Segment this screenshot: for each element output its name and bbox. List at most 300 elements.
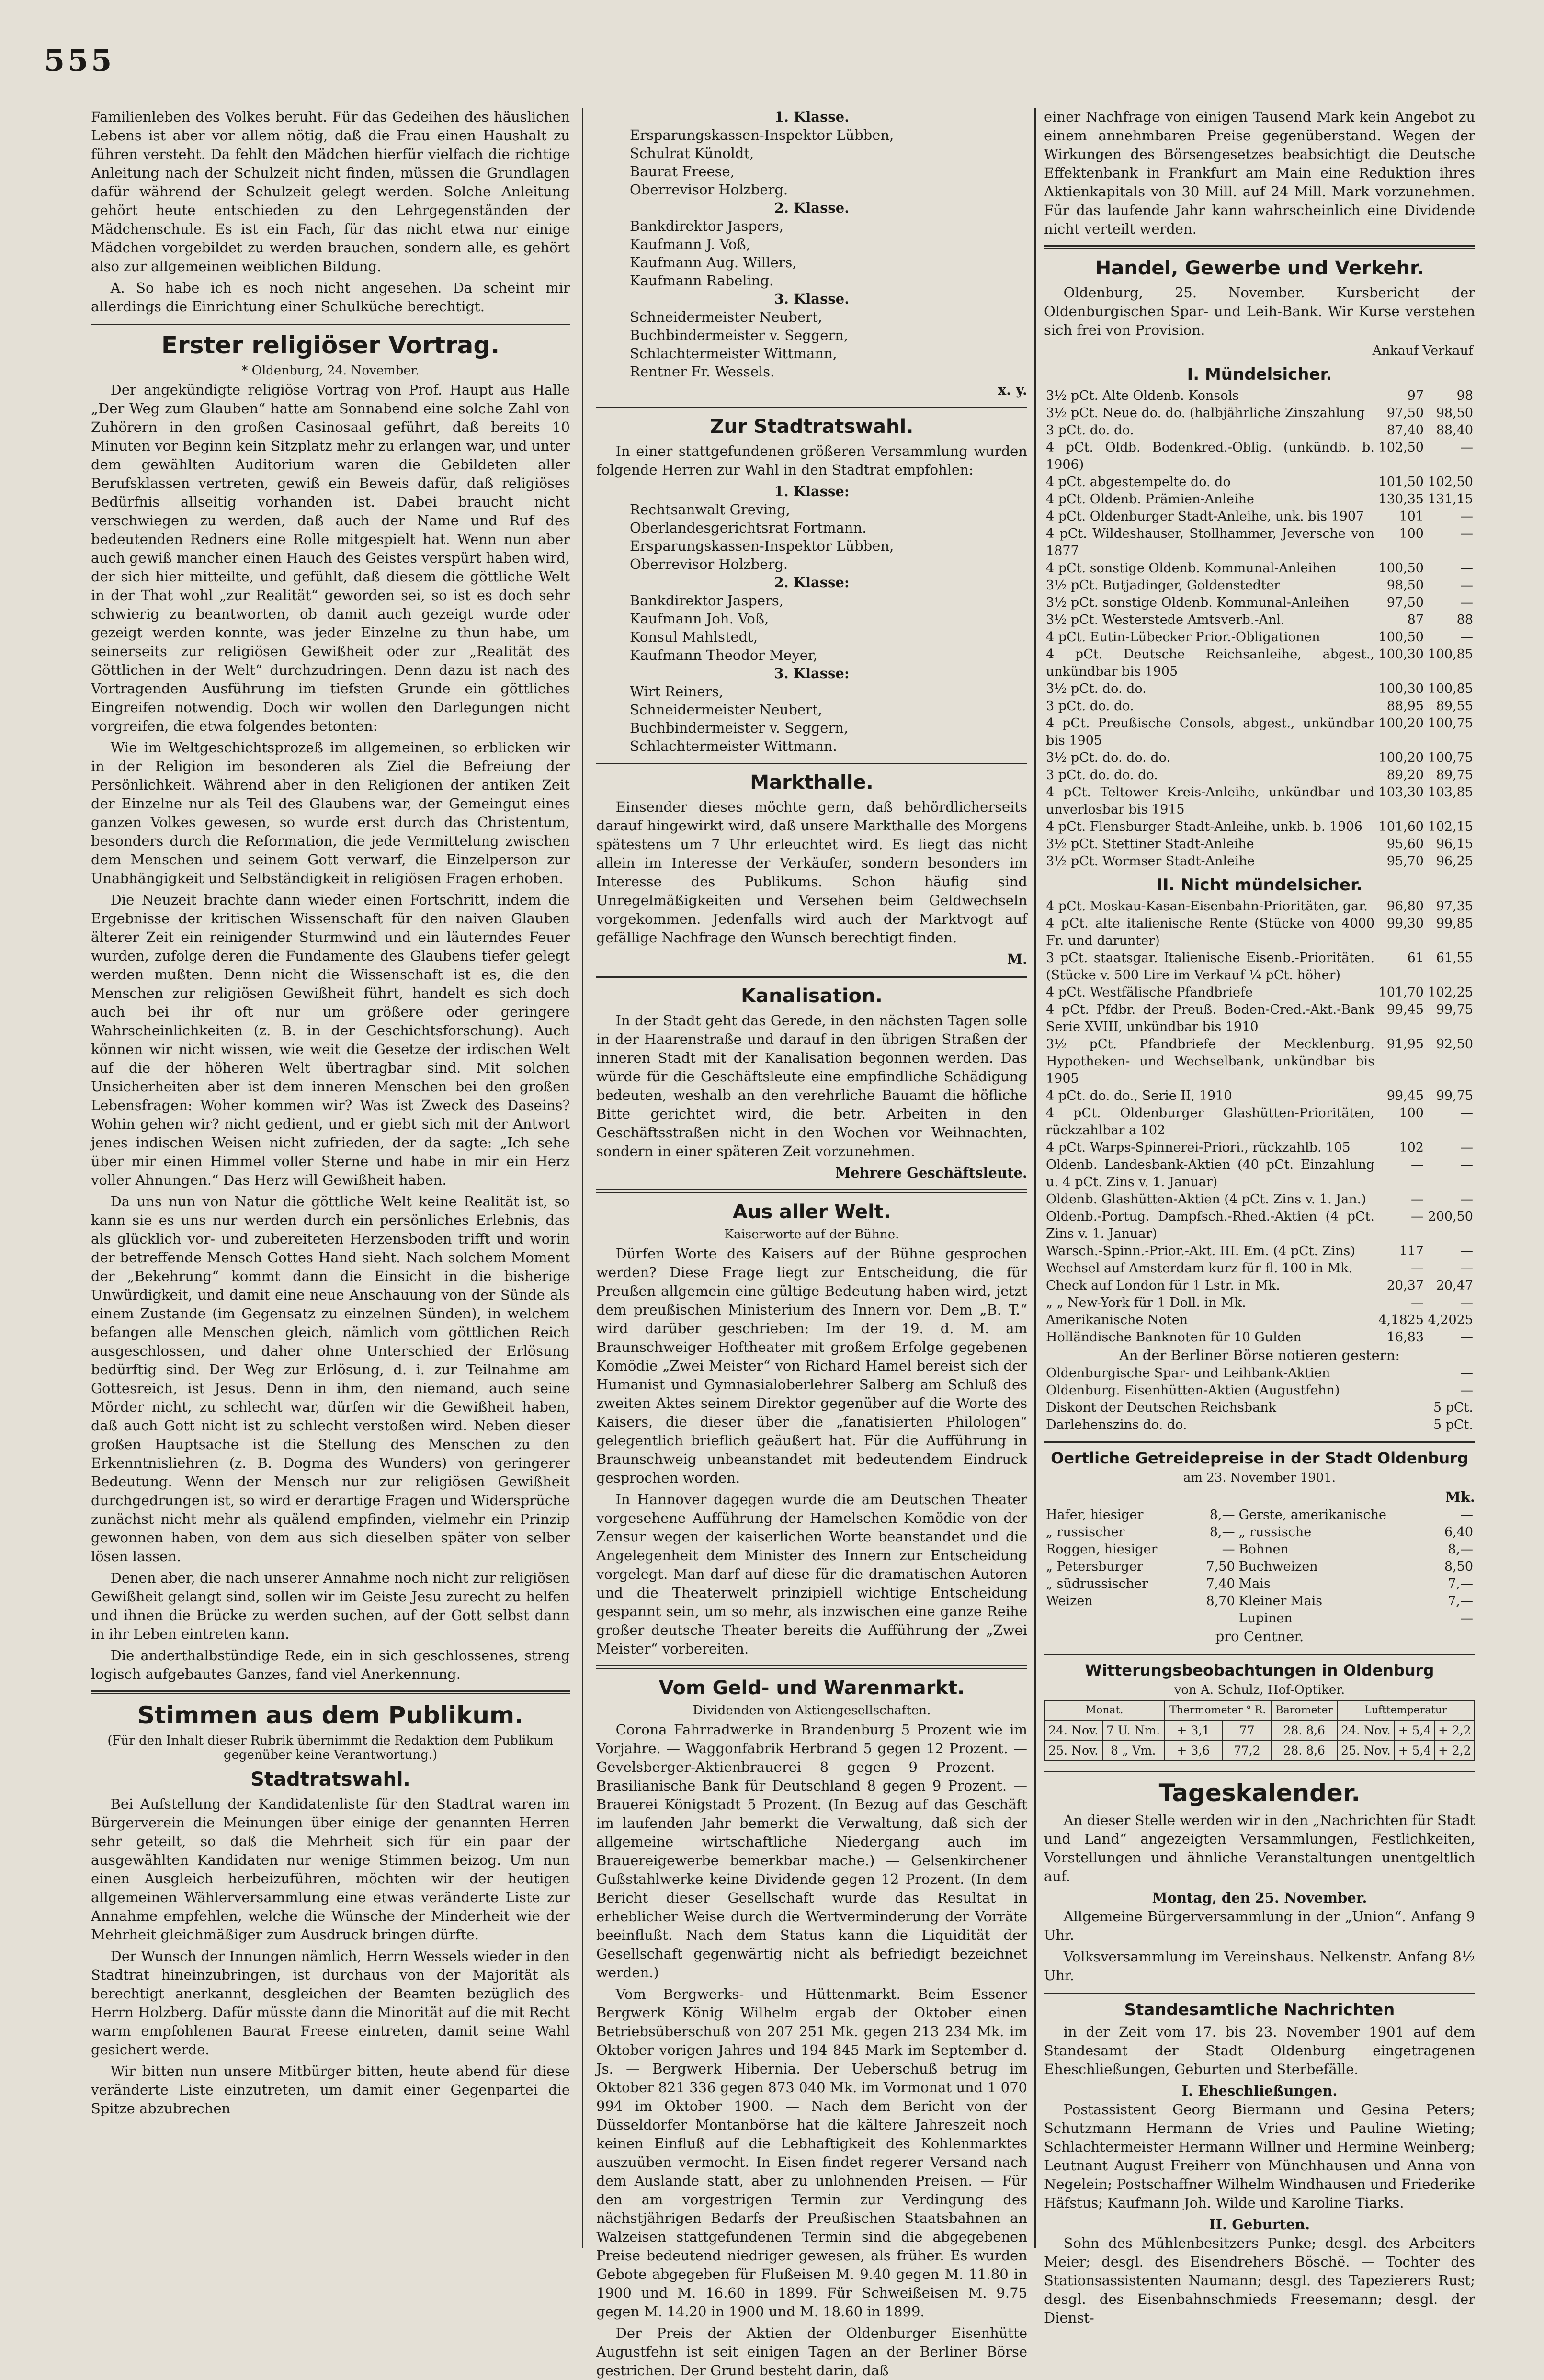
table-row — [1044, 1721, 1475, 1741]
table-row — [1044, 767, 1475, 784]
candidate-name: Oberrevisor Holzberg. — [630, 181, 788, 198]
price-cell: — — [1460, 1330, 1473, 1345]
grain-price — [1188, 1610, 1237, 1627]
candidate-name: Kaufmann J. Voß, — [630, 236, 750, 252]
table-row — [1044, 474, 1475, 491]
section-title: Aus aller Welt. — [732, 1201, 891, 1223]
price-cell: 4,2025 — [1428, 1313, 1473, 1327]
candidate-name: Rentner Fr. Wessels. — [630, 363, 775, 380]
paragraph: Dürfen Worte des Kaisers auf der Bühne gesprochen werden? Diese Frage liegt zur Entscheidung, die für Preußen allgemein eine gültige Bedeutung haben wird, jetzt dem preußischen Ministerium des Innern vor. Dem „B. T.“ wird darüber geschrieben: Im der 19. d. M. am Braunschweiger Hoftheater mit großem Erfolge gegebenen Komödie „Zwei Meister“ von Richard Hamel bereist sich der Humanist und Gymnasialoberlehrer Salberg am Schluß des zweiten Aktes seinem Direktor gegenüber auf die Worte des Kaisers, die dieser über die „fanatisierten Philologen“ gelegentlich brieflich geäußert hat. Für die Aufführung in Braunschweig unbeanstandet mit bedeutendem Eindruck gesprochen worden. — [596, 1246, 1027, 1486]
table-row — [1044, 1382, 1475, 1399]
security-name: 4 pCt. alte italienische Rente (Stücke von 4000 Fr. und darunter) — [1046, 916, 1374, 948]
paragraph: Da uns nun von Natur die göttliche Welt keine Realität ist, so kann sie es uns nur werden durch ein persönliches Erlebnis, das als glücklich vor- und zubereiteten Herzensboden trifft und worin der betreffende Mensch Gottes Hand sieht. Nach solchem Moment der „Bekehrung“ kommt dann die Einsicht in die bisherige Unwürdigkeit, und damit eine neue Anschauung von der Sünde als einem Zustande (im Gegensatz zu einzelnen Sünden), in welchem befangen alle Menschen gleich, nämlich vom göttlichen Reich ausgeschlossen, und daher ohne Unterschied der Erlösung bedürftig sind. Der Weg zur Erlösung, d. i. zur Teilnahme am Gottesreich, ist Jesus. Denn in ihm, den niemand, auch seine Mörder nicht, zu schlecht war, dürfen wir die Gewißheit haben, daß auch Gott nicht ist zu schlecht verstoßen wird. Neben dieser großen Hauptsache ist die Stellung des Menschen zu den Erkenntnisliehren (z. B. Dogma des Wunders) von geringerer Bedeutung. Wenn der Mensch nur zur religiösen Gewißheit durchgedrungen ist, so wird er derartige Fragen und Widersprüche zunächst nicht mehr als quälend empfinden, vielmehr ein Prinzip gewonnen haben, von dem aus sich dieselben später von selber lösen lassen. — [91, 1193, 570, 1564]
table-row — [1044, 1139, 1475, 1156]
weather-table — [1044, 1700, 1475, 1761]
paragraph: Der Preis der Aktien der Oldenburger Eisenhütte Augustfehn ist seit einigen Tagen an der Berliner Börse gestrichen. Der Grund besteht darin, daß — [596, 2325, 1027, 2379]
table-row — [1044, 577, 1475, 594]
weather-cell: 8 „ Vm. — [1102, 1741, 1164, 1761]
security-name: Oldenb.-Portug. Dampfsch.-Rhed.-Aktien (4 pCt. Zins v. 1. Januar) — [1046, 1209, 1374, 1241]
divider — [91, 1690, 570, 1694]
security-name: 4 pCt. Oldenburger Stadt-Anleihe, unk. bis 1907 — [1046, 509, 1364, 524]
price-cell: 102,15 — [1428, 819, 1473, 834]
grain-name: Kleiner Mais — [1238, 1594, 1323, 1609]
security-name: 4 pCt. Oldenb. Prämien-Anleihe — [1046, 492, 1254, 507]
subheading: I. Eheschließungen. — [1181, 2083, 1338, 2099]
grain-price: 8,70 — [1206, 1594, 1235, 1609]
grain-price: 8,— — [1448, 1542, 1473, 1557]
signature: x. y. — [998, 382, 1027, 398]
price-cell: 16,83 — [1386, 1330, 1424, 1345]
price-cell: 100,85 — [1428, 647, 1473, 662]
table-row — [1044, 853, 1475, 870]
table-row — [1044, 387, 1475, 405]
table-section-title: II. Nicht mündelsicher. — [1157, 875, 1362, 895]
security-name: 4 pCt. Flensburger Stadt-Anleihe, unkb. b. 1906 — [1046, 819, 1362, 834]
weather-cell: + 2,2 — [1435, 1741, 1475, 1761]
divider — [1044, 1654, 1475, 1655]
table-row — [1044, 1036, 1475, 1088]
price-cell: 97,50 — [1386, 406, 1424, 420]
security-name: Wechsel auf Amsterdam kurz für fl. 100 in Mk. — [1046, 1261, 1353, 1276]
price-table — [1044, 387, 1475, 870]
table-row — [1044, 1243, 1475, 1260]
security-name: 4 pCt. abgestempelte do. do — [1046, 475, 1231, 489]
price-cell: 117 — [1399, 1244, 1424, 1258]
price-cell: 99,45 — [1386, 1002, 1424, 1017]
class-heading: 1. Klasse. — [774, 109, 850, 125]
candidate-list — [596, 482, 1027, 755]
calendar-date: Montag, den 25. November. — [1152, 1890, 1367, 1906]
price-cell: 103,85 — [1428, 785, 1473, 800]
column-header: Thermometer ° R. — [1164, 1700, 1272, 1721]
price-cell: — — [1411, 1261, 1424, 1276]
column-3 — [1044, 108, 1475, 2326]
divider — [596, 407, 1027, 408]
weather-cell: 7 U. Nm. — [1102, 1721, 1164, 1741]
price-cell: 102 — [1399, 1140, 1424, 1155]
price-cell: — — [1460, 578, 1473, 593]
price-cell: — — [1460, 1106, 1473, 1121]
weather-cell: + 5,4 — [1395, 1721, 1434, 1741]
paragraph: In Hannover dagegen wurde die am Deutschen Theater vorgesehene Aufführung der Hamelschen Komödie von der Zensur wegen der kaiserlichen Worte beanstandet und die Angelegenheit dem Minister des Innern zur Entscheidung vorgelegt. Man darf auf diese für die dramatischen Autoren und die Theaterwelt prinzipiell wichtige Entscheidung gespannt sein, um so mehr, als inzwischen eine ganze Reihe großer deutsche Theater bereits die Aufführung der „Zwei Meister“ vorbereiten. — [596, 1491, 1027, 1657]
grain-name: Weizen — [1046, 1594, 1093, 1609]
price-cell: 100,20 — [1378, 716, 1424, 731]
weather-cell: 28. 8,6 — [1272, 1741, 1337, 1761]
table-row — [1044, 1329, 1475, 1346]
paragraph: Bei Aufstellung der Kandidatenliste für den Stadtrat waren im Bürgerverein die Meinungen über einige der genannten Herren sehr geteilt, so daß die Mehrheit sich für ein paar der ausgewählten Kandidaten nur wenige Stimmen beizog. Um nun einen Ausgleich herbeizuführen, möchten wir der heutigen allgemeinen Wählerversammlung eine etwas veränderte Liste zur Annahme empfehlen, welche die Wünsche der Minderheit wie der Mehrheit gleichmäßiger zum Ausdruck bringen dürfte. — [91, 1796, 570, 1943]
candidate-name: Buchbindermeister v. Seggern, — [630, 327, 849, 343]
price-cell: 96,15 — [1436, 837, 1473, 851]
article-continuation: A. So habe ich es noch nicht angesehen. Da scheint mir allerdings die Einrichtung einer Schulküche berechtigt. — [91, 280, 570, 315]
security-name: 3 pCt. do. do. do. — [1046, 768, 1158, 782]
security-name: Diskont der Deutschen Reichsbank — [1046, 1400, 1276, 1415]
security-name: 4 pCt. Warps-Spinnerei-Priori., rückzahlb. 105 — [1046, 1140, 1351, 1155]
weather-cell: + 5,4 — [1395, 1741, 1434, 1761]
candidate-name: Konsul Mahlstedt, — [630, 629, 758, 645]
price-cell: 98,50 — [1386, 578, 1424, 593]
paragraph: Vom Bergwerks- und Hüttenmarkt. Beim Essener Bergwerk König Wilhelm ergab der Oktober einen Betriebsüberschuß von 207 251 Mk. gegen 213 234 Mk. im Oktober vorigen Jahres und 194 845 Mark im September d. Js. — Bergwerk Hibernia. Der Ueberschuß betrug im Oktober 821 336 gegen 873 040 Mk. im Vormonat und 1 070 994 im Oktober 1900. — Nach dem Bericht von der Düsseldorfer Montanbörse hat die kältere Jahreszeit noch keinen Einfluß auf die Lebhaftigkeit des Kohlenmarktes auszuüben vermocht. In Eisen findet regerer Versand nach dem Auslande statt, aber zu unlohnenden Preisen. — Für den am vorgestrigen Termin zur Verdingung des nächstjährigen Bedarfs der Preußischen Staatsbahnen an Walzeisen stattgefundenen Termin sind die abgegebenen Preise bedeutend niedriger gewesen, als früher. Es wurden Gebote abgegeben für Flußeisen M. 9.40 gegen M. 11.80 in 1900 und M. 16.60 in 1899. Für Schweißeisen M. 9.75 gegen M. 14.20 in 1900 und M. 18.60 in 1899. — [596, 1986, 1027, 2320]
price-cell: 4,1825 — [1378, 1313, 1424, 1327]
security-name: 3½ pCt. Neue do. do. (halbjährliche Zinszahlung — [1046, 406, 1365, 420]
price-cell: 130,35 — [1378, 492, 1424, 507]
grain-price: 7,50 — [1206, 1559, 1235, 1574]
subheading: von A. Schulz, Hof-Optiker. — [1174, 1683, 1345, 1697]
paragraph: Denen aber, die nach unserer Annahme noch nicht zur religiösen Gewißheit gelangt sind, sollen wir im Geiste Jesu zurecht zu helfen und ihnen die Brücke zu werden suchen, auf der Gott selbst dann in ihr Leben eintreten kann. — [91, 1570, 570, 1642]
candidate-name: Oberrevisor Holzberg. — [630, 556, 788, 572]
security-name: Check auf London für 1 Lstr. in Mk. — [1046, 1278, 1280, 1293]
signature: Mehrere Geschäftsleute. — [835, 1165, 1027, 1181]
grain-price: — — [1460, 1611, 1473, 1626]
divider — [1044, 1441, 1475, 1443]
table-row — [1044, 1593, 1475, 1610]
table-row — [1044, 612, 1475, 629]
table-row — [1044, 818, 1475, 836]
security-name: 3½ pCt. Stettiner Stadt-Anleihe — [1046, 837, 1254, 851]
weather-cell: 25. Nov. — [1337, 1741, 1395, 1761]
table-row — [1044, 1001, 1475, 1036]
price-cell: 92,50 — [1436, 1037, 1473, 1052]
security-name: 4 pCt. do. do., Serie II, 1910 — [1046, 1088, 1232, 1103]
price-cell: — — [1411, 1157, 1424, 1172]
price-cell: 88,40 — [1436, 423, 1473, 438]
security-name: 4 pCt. Wildeshauser, Stollhammer, Jeversche von 1877 — [1046, 526, 1374, 558]
table-row — [1044, 1507, 1475, 1524]
article-title: Erster religiöser Vortrag. — [161, 331, 500, 359]
security-name: Oldenburg. Eisenhütten-Aktien (Augustfehn) — [1046, 1383, 1340, 1398]
weather-cell: 24. Nov. — [1044, 1721, 1102, 1741]
divider — [596, 1665, 1027, 1669]
table-row — [1044, 1105, 1475, 1139]
calendar-entry: Allgemeine Bürgerversammlung in der „Union“. Anfang 9 Uhr. — [1044, 1908, 1475, 1943]
paragraph: Der Wunsch der Innungen nämlich, Herrn Wessels wieder in den Stadtrat hineinzubringen, ist durchaus von der Majorität als berechtigt anerkannt, desgleichen der Beamten bezüglich des Herrn Holzberg. Dafür müsste dann die Minorität auf die mit Recht warm empfohlenen Baurat Freese eintreten, damit seine Wahl gesichert werde. — [91, 1948, 570, 2058]
price-cell: — — [1460, 1140, 1473, 1155]
page-number: 555 — [44, 43, 115, 78]
divider — [1044, 245, 1475, 249]
article-continuation: Familienleben des Volkes beruht. Für das Gedeihen des häuslichen Lebens ist aber vor allem nötig, daß die Frau einen Haushalt zu führen versteht. Da fehlt den Mädchen hierfür vielfach die richtige Anleitung nach der Schulzeit nicht finden, müssen die Grundlagen dafür während der Schulzeit gelegt werden. Solche Anleitung gehört heute entschieden zu den Lehrgegenständen der Mädchenschule. Es ist ein Fach, für das nicht etwa nur einige Mädchen vorgebildet zu werden brauchen, sondern alle, es gehört also zur allgemeinen weiblichen Bildung. — [91, 109, 570, 274]
section-title: Standesamtliche Nachrichten — [1124, 2000, 1395, 2019]
table-row — [1044, 1277, 1475, 1294]
paragraph: in der Zeit vom 17. bis 23. November 1901 auf dem Standesamt der Stadt Oldenburg eingetragenen Eheschließungen, Geburten und Sterbefälle. — [1044, 2024, 1475, 2077]
candidate-name: Kaufmann Theodor Meyer, — [630, 647, 817, 663]
table-row — [1044, 680, 1475, 698]
price-cell: 87 — [1407, 612, 1424, 627]
price-cell: 96,25 — [1436, 854, 1473, 869]
table-row — [1044, 915, 1475, 950]
table-row — [1044, 1541, 1475, 1558]
price-cell: 101 — [1399, 509, 1424, 524]
table-row — [1044, 491, 1475, 508]
weather-cell: 77 — [1223, 1721, 1272, 1741]
divider — [91, 324, 570, 325]
price-cell: 100 — [1399, 526, 1424, 541]
table-row — [1044, 1558, 1475, 1575]
security-name: Oldenburgische Spar- und Leihbank-Aktien — [1046, 1366, 1330, 1381]
security-name: 4 pCt. Oldb. Bodenkred.-Oblig. (unkündb. b. 1906) — [1046, 440, 1374, 472]
column-header-verkauf: Verkauf — [1422, 343, 1473, 358]
table-row — [1044, 1191, 1475, 1208]
table-row — [1044, 1524, 1475, 1541]
security-name: 3½ pCt. Alte Oldenb. Konsols — [1046, 388, 1239, 403]
table-row — [1044, 898, 1475, 915]
subheading: am 23. November 1901. — [1183, 1471, 1336, 1485]
table-row — [1044, 594, 1475, 612]
price-cell: 91,95 — [1386, 1037, 1424, 1052]
candidate-name: Kaufmann Joh. Voß, — [630, 611, 769, 627]
subheading: Kaiserworte auf der Bühne. — [724, 1227, 899, 1242]
price-cell: 100,30 — [1378, 681, 1424, 696]
grain-name: Lupinen — [1238, 1611, 1293, 1626]
price-cell: 102,50 — [1378, 440, 1424, 455]
candidate-name: Rechtsanwalt Greving, — [630, 501, 790, 518]
grain-name: „ südrussischer — [1046, 1576, 1148, 1591]
table-row — [1044, 1312, 1475, 1329]
price-cell: 99,85 — [1436, 916, 1473, 931]
table-row — [1044, 560, 1475, 577]
table-row — [1044, 1741, 1475, 1761]
price-table-header — [1044, 342, 1475, 360]
paragraph: Die anderthalbstündige Rede, ein in sich geschlossenes, streng logisch aufgebautes Ganzes, fand viel Anerkennung. — [91, 1647, 570, 1682]
grain-price: — — [1222, 1542, 1235, 1557]
table-header-row — [1044, 1700, 1475, 1721]
grain-price: 7,— — [1448, 1594, 1473, 1609]
security-name: 3½ pCt. do. do. do. — [1046, 750, 1170, 765]
price-cell: 200,50 — [1428, 1209, 1473, 1224]
weather-cell: + 3,6 — [1164, 1741, 1223, 1761]
security-name: Oldenb. Landesbank-Aktien (40 pCt. Einzahlung u. 4 pCt. Zins v. 1. Januar) — [1046, 1157, 1374, 1190]
security-name: 4 pCt. Westfälische Pfandbriefe — [1046, 985, 1253, 1000]
price-cell: — — [1460, 561, 1473, 576]
price-cell: 100,20 — [1378, 750, 1424, 765]
security-name: 4 pCt. sonstige Oldenb. Kommunal-Anleihen — [1046, 561, 1337, 576]
grain-name: Hafer, hiesiger — [1046, 1507, 1144, 1522]
article-continuation: einer Nachfrage von einigen Tausend Mark kein Angebot zu einem annehmbaren Preise gegenüberstand. Wegen der Wirkungen des Börsengesetzes beabsichtigt die Deutsche Effektenbank in Frankfurt am Main eine Reduktion ihres Aktienkapitals von 30 Mill. auf 24 Mill. Mark vorzunehmen. Für das laufende Jahr kann wahrscheinlich eine Dividende nicht verteilt werden. — [1044, 109, 1475, 237]
column-header: Monat. — [1044, 1700, 1164, 1721]
price-cell: — — [1460, 509, 1473, 524]
paragraph: Oldenburg, 25. November. Kursbericht der Oldenburgischen Spar- und Leih-Bank. Wir Kurse verstehen sich frei von Provision. — [1044, 284, 1475, 338]
section-title: Tageskalender. — [1158, 1779, 1361, 1807]
table-section-title: I. Mündelsicher. — [1187, 365, 1332, 384]
table-row — [1044, 950, 1475, 984]
price-cell: — — [1460, 595, 1473, 610]
paragraph: Sohn des Mühlenbesitzers Punke; desgl. des Arbeiters Meier; desgl. des Eisendrehers Böschë. — Tochter des Stationsassistenten Naumann; desgl. des Tapezierers Rust; desgl. des Eisenbahnschmieds Freesemann; desgl. der Dienst- — [1044, 2235, 1475, 2326]
paragraph: Postassistent Georg Biermann und Gesina Peters; Schutzmann Hermann de Vries und Pauline Wieting; Schlachtermeister Hermann Willner und Hermine Weinberg; Leutnant August Freiherr von Münchhausen und Anna von Negelein; Postschaffner Wilhelm Windhausen und Friederike Häfstus; Kaufmann Joh. Wilde und Karoline Tiarks. — [1044, 2101, 1475, 2211]
grain-price: 7,40 — [1206, 1576, 1235, 1591]
security-name: Oldenb. Glashütten-Aktien (4 pCt. Zins v. 1. Jan.) — [1046, 1192, 1366, 1207]
article-title: Stadtratswahl. — [250, 1768, 410, 1791]
security-name: Warsch.-Spinn.-Prior.-Akt. III. Em. (4 pCt. Zins) — [1046, 1244, 1355, 1258]
article-title: Markthalle. — [750, 771, 874, 793]
grain-name: „ Petersburger — [1046, 1559, 1143, 1574]
security-name: 3½ pCt. do. do. — [1046, 681, 1147, 696]
weather-cell: + 3,1 — [1164, 1721, 1223, 1741]
price-cell: — — [1460, 526, 1473, 541]
security-name: 3½ pCt. sonstige Oldenb. Kommunal-Anleihen — [1046, 595, 1349, 610]
candidate-name: Ersparungskassen-Inspektor Lübben, — [630, 127, 894, 143]
price-cell: 102,50 — [1428, 475, 1473, 489]
divider — [1044, 1768, 1475, 1772]
unit-label: Mk. — [1445, 1489, 1475, 1505]
price-cell: — — [1411, 1295, 1424, 1310]
price-cell: 5 pCt. — [1433, 1417, 1473, 1432]
table-row — [1044, 508, 1475, 525]
calendar-entry: Volksversammlung im Vereinshaus. Nelkenstr. Anfang 8½ Uhr. — [1044, 1949, 1475, 1983]
subheading: II. Geburten. — [1209, 2216, 1310, 2233]
candidate-name: Buchbindermeister v. Seggern, — [630, 720, 849, 736]
section-title: Witterungsbeobachtungen in Oldenburg — [1085, 1661, 1434, 1679]
table-row — [1044, 405, 1475, 422]
table-row — [1044, 629, 1475, 646]
security-name: 3 pCt. do. do. — [1046, 423, 1134, 438]
price-cell: 88 — [1456, 612, 1473, 627]
weather-cell: 24. Nov. — [1337, 1721, 1395, 1741]
table-row — [1044, 1208, 1475, 1243]
subheading: An der Berliner Börse notieren gestern: — [1119, 1347, 1400, 1363]
grain-name: Buchweizen — [1238, 1559, 1318, 1574]
table-row — [1044, 439, 1475, 474]
price-cell: — — [1460, 630, 1473, 645]
grain-price: 8,— — [1209, 1525, 1235, 1540]
security-name: 3½ pCt. Pfandbriefe der Mecklenburg. Hypotheken- und Wechselbank, unkündbar bis 1905 — [1046, 1037, 1374, 1086]
section-title: Handel, Gewerbe und Verkehr. — [1095, 257, 1424, 279]
security-name: 4 pCt. Moskau-Kasan-Eisenbahn-Prioritäten, gar. — [1046, 899, 1368, 914]
table-row — [1044, 984, 1475, 1001]
price-cell: 95,60 — [1386, 837, 1424, 851]
paragraph: In der Stadt geht das Gerede, in den nächsten Tagen solle in der Haarenstraße und darauf in den übrigen Straßen der inneren Stadt mit der Kanalisation begonnen werden. Das würde für die Geschäftsleute eine empfindliche Schädigung bedeuten, weshalb an den verehrliche Bauamt die höfliche Bitte gerichtet wird, die betr. Arbeiten in den Geschäftsstraßen nicht in den Wochen vor Weihnachten, sondern in einer späteren Zeit vorzunehmen. — [596, 1012, 1027, 1159]
candidate-name: Schlachtermeister Wittmann, — [630, 345, 837, 362]
class-heading: 1. Klasse: — [774, 483, 850, 499]
paragraph: Die Neuzeit brachte dann wieder einen Fortschritt, indem die Ergebnisse der kritischen Wissenschaft für den naiven Glauben älterer Zeit ein reinigender Sturmwind und ein läuterndes Feuer wurden, zufolge deren die Fundamente des Glaubens tiefer gelegt werden mußten. Denn nicht die Wissenschaft ist es, die den Menschen zur religiösen Gewißheit führt, handelt es sich doch auch bei ihr oft nur um größere oder geringere Wahrscheinlichkeiten (z. B. in der Geschichtsforschung). Auch können wir nicht wissen, wie weit die Gesetze der irdischen Welt auf die der höheren Welt übertragbar sind. Mit solchen Unsicherheiten aber ist dem inneren Menschen bei den großen Lebensfragen: Woher kommen wir? Was ist Zweck des Daseins? Wohin gehen wir? nicht gedient, und er giebt sich mit der Antwort jenes indischen Weisen nicht zufrieden, der da sagte: „Ich sehe über mir einen Himmel voller Sterne und habe in mir ein Herz voller Ahnungen.“ Das Herz will Gewißheit haben. — [91, 892, 570, 1188]
price-table — [1044, 898, 1475, 1346]
security-name: 3 pCt. do. do. — [1046, 699, 1134, 714]
candidate-name: Ersparungskassen-Inspektor Lübben, — [630, 538, 894, 554]
candidate-name: Bankdirektor Jaspers, — [630, 218, 783, 234]
security-name: 3½ pCt. Westerstede Amtsverb.-Anl. — [1046, 612, 1285, 627]
table-row — [1044, 422, 1475, 439]
table-row — [1044, 1610, 1475, 1627]
price-cell: 101,70 — [1378, 985, 1424, 1000]
paragraph: Einsender dieses möchte gern, daß behördlicherseits darauf hingewirkt wird, daß unsere Markthalle des Morgens spätestens um 7 Uhr erleuchtet wird. Es liegt das nicht allein im Interesse der Verkäufer, sondern besonders im Interesse des Publikums. Schon häufig sind Unregelmäßigkeiten und Versehen beim Geldwechseln vorgekommen. Jedenfalls wird auch der Marktvogt auf gefällige Nachfrage den Wunsch berechtigt finden. — [596, 799, 1027, 946]
price-cell: 103,30 — [1378, 785, 1424, 800]
price-table — [1044, 1365, 1475, 1434]
article-title: Zur Stadtratswahl. — [710, 416, 914, 438]
dateline: * Oldenburg, 24. November. — [241, 363, 420, 378]
grain-name: Roggen, hiesiger — [1046, 1542, 1158, 1557]
price-cell: 98 — [1456, 388, 1473, 403]
candidate-name: Schulrat Künoldt, — [630, 145, 754, 161]
price-cell: — — [1460, 1383, 1473, 1398]
security-name: 4 pCt. Preußische Consols, abgest., unkündbar bis 1905 — [1046, 716, 1374, 748]
price-cell: — — [1460, 1295, 1473, 1310]
weather-cell: + 2,2 — [1435, 1721, 1475, 1741]
security-name: 4 pCt. Oldenburger Glashütten-Prioritäten, rückzahlbar a 102 — [1046, 1106, 1374, 1138]
grain-name: Mais — [1238, 1576, 1271, 1591]
price-cell: 131,15 — [1428, 492, 1473, 507]
price-cell: 98,50 — [1436, 406, 1473, 420]
grain-name: „ russischer — [1046, 1525, 1125, 1540]
candidate-list — [596, 108, 1027, 381]
table-row — [1044, 646, 1475, 680]
grain-price: 8,50 — [1444, 1559, 1473, 1574]
grain-price-table — [1044, 1507, 1475, 1627]
class-heading: 3. Klasse. — [774, 291, 850, 307]
paragraph: Wie im Weltgeschichtsprozeß im allgemeinen, so erblicken wir in der Religion im besonderen als Ziel die Befreiung der Persönlichkeit. Während aber in den Religionen der antiken Zeit der Einzelne nur als Teil des Glaubens war, der Gemeingut eines ganzen Volkes gewesen, so wurde erst durch das Christentum, besonders durch die Reformation, die jede Vermittelung zwischen dem Menschen und seinem Gott verwarf, die Einzelperson zur Unabhängigkeit und Selbständigkeit in religiösen Fragen erhoben. — [91, 739, 570, 886]
security-name: „ „ New-York für 1 Doll. in Mk. — [1046, 1295, 1246, 1310]
price-cell: — — [1460, 440, 1473, 455]
grain-name: Bohnen — [1238, 1542, 1289, 1557]
article-title: Kanalisation. — [741, 985, 883, 1007]
price-cell: 20,37 — [1386, 1278, 1424, 1293]
price-cell: — — [1460, 1366, 1473, 1381]
price-cell: 100,75 — [1428, 750, 1473, 765]
price-cell: 100,85 — [1428, 681, 1473, 696]
class-heading: 3. Klasse: — [774, 665, 850, 681]
class-heading: 2. Klasse: — [774, 574, 850, 590]
column-header: Barometer — [1272, 1700, 1337, 1721]
divider — [1044, 1993, 1475, 1994]
table-row — [1044, 1260, 1475, 1277]
price-cell: 97,35 — [1436, 899, 1473, 914]
grain-name: „ russische — [1238, 1525, 1312, 1540]
table-row — [1044, 1417, 1475, 1434]
price-cell: 88,95 — [1386, 699, 1424, 714]
paragraph: An dieser Stelle werden wir in den „Nachrichten für Stadt und Land“ angezeigten Versammlungen, Festlichkeiten, Vorstellungen und ähnliche Veranstaltungen unentgeltlich auf. — [1044, 1812, 1475, 1884]
security-name: 4 pCt. Deutsche Reichsanleihe, abgest., unkündbar bis 1905 — [1046, 647, 1374, 679]
price-cell: 100,50 — [1378, 561, 1424, 576]
security-name: 4 pCt. Pfdbr. der Preuß. Boden-Cred.-Akt.-Bank Serie XVIII, unkündbar bis 1910 — [1046, 1002, 1374, 1034]
table-row — [1044, 698, 1475, 715]
price-cell: 89,75 — [1436, 768, 1473, 782]
weather-cell: 77,2 — [1223, 1741, 1272, 1761]
table-row — [1044, 784, 1475, 818]
price-cell: 61 — [1407, 951, 1424, 965]
column-header-ankauf: Ankauf — [1372, 343, 1419, 358]
table-row — [1044, 1294, 1475, 1312]
paragraph: Wir bitten nun unsere Mitbürger bitten, heute abend für diese veränderte Liste einzutreten, um damit einer Gegenpartei die Spitze abzubrechen — [91, 2063, 570, 2117]
price-cell: 61,55 — [1436, 951, 1473, 965]
price-cell: — — [1460, 1192, 1473, 1207]
signature: M. — [1007, 951, 1027, 967]
candidate-name: Schneidermeister Neubert, — [630, 309, 822, 325]
price-cell: 97 — [1407, 388, 1424, 403]
grain-price: — — [1460, 1507, 1473, 1522]
price-cell: 101,50 — [1378, 475, 1424, 489]
column-2 — [596, 108, 1027, 2379]
divider — [596, 1189, 1027, 1193]
section-note: (Für den Inhalt dieser Rubrik übernimmt die Redaktion dem Publikum gegenüber keine Verantwortung.) — [107, 1734, 554, 1762]
candidate-name: Wirt Reiners, — [630, 683, 724, 700]
table-row — [1044, 1365, 1475, 1382]
candidate-name: Schneidermeister Neubert, — [630, 702, 822, 718]
section-title: Vom Geld- und Warenmarkt. — [658, 1677, 965, 1699]
price-cell: 101,60 — [1378, 819, 1424, 834]
column-rule — [1034, 108, 1036, 2248]
table-row — [1044, 1088, 1475, 1105]
candidate-name: Baurat Freese, — [630, 163, 735, 180]
column-1 — [91, 108, 570, 2239]
divider — [596, 976, 1027, 978]
weather-cell: 28. 8,6 — [1272, 1721, 1337, 1741]
security-name: Darlehenszins do. do. — [1046, 1417, 1187, 1432]
table-row — [1044, 1575, 1475, 1593]
price-cell: 96,80 — [1386, 899, 1424, 914]
column-rule — [582, 108, 583, 2248]
security-name: 3 pCt. staatsgar. Italienische Eisenb.-Prioritäten. (Stücke v. 500 Lire im Verkauf ¼ pCt. höher) — [1046, 951, 1374, 983]
security-name: 4 pCt. Eutin-Lübecker Prior.-Obligationen — [1046, 630, 1320, 645]
class-heading: 2. Klasse. — [774, 200, 850, 216]
section-title: Stimmen aus dem Publikum. — [137, 1701, 524, 1729]
price-cell: 100,75 — [1428, 716, 1473, 731]
table-row — [1044, 1156, 1475, 1191]
